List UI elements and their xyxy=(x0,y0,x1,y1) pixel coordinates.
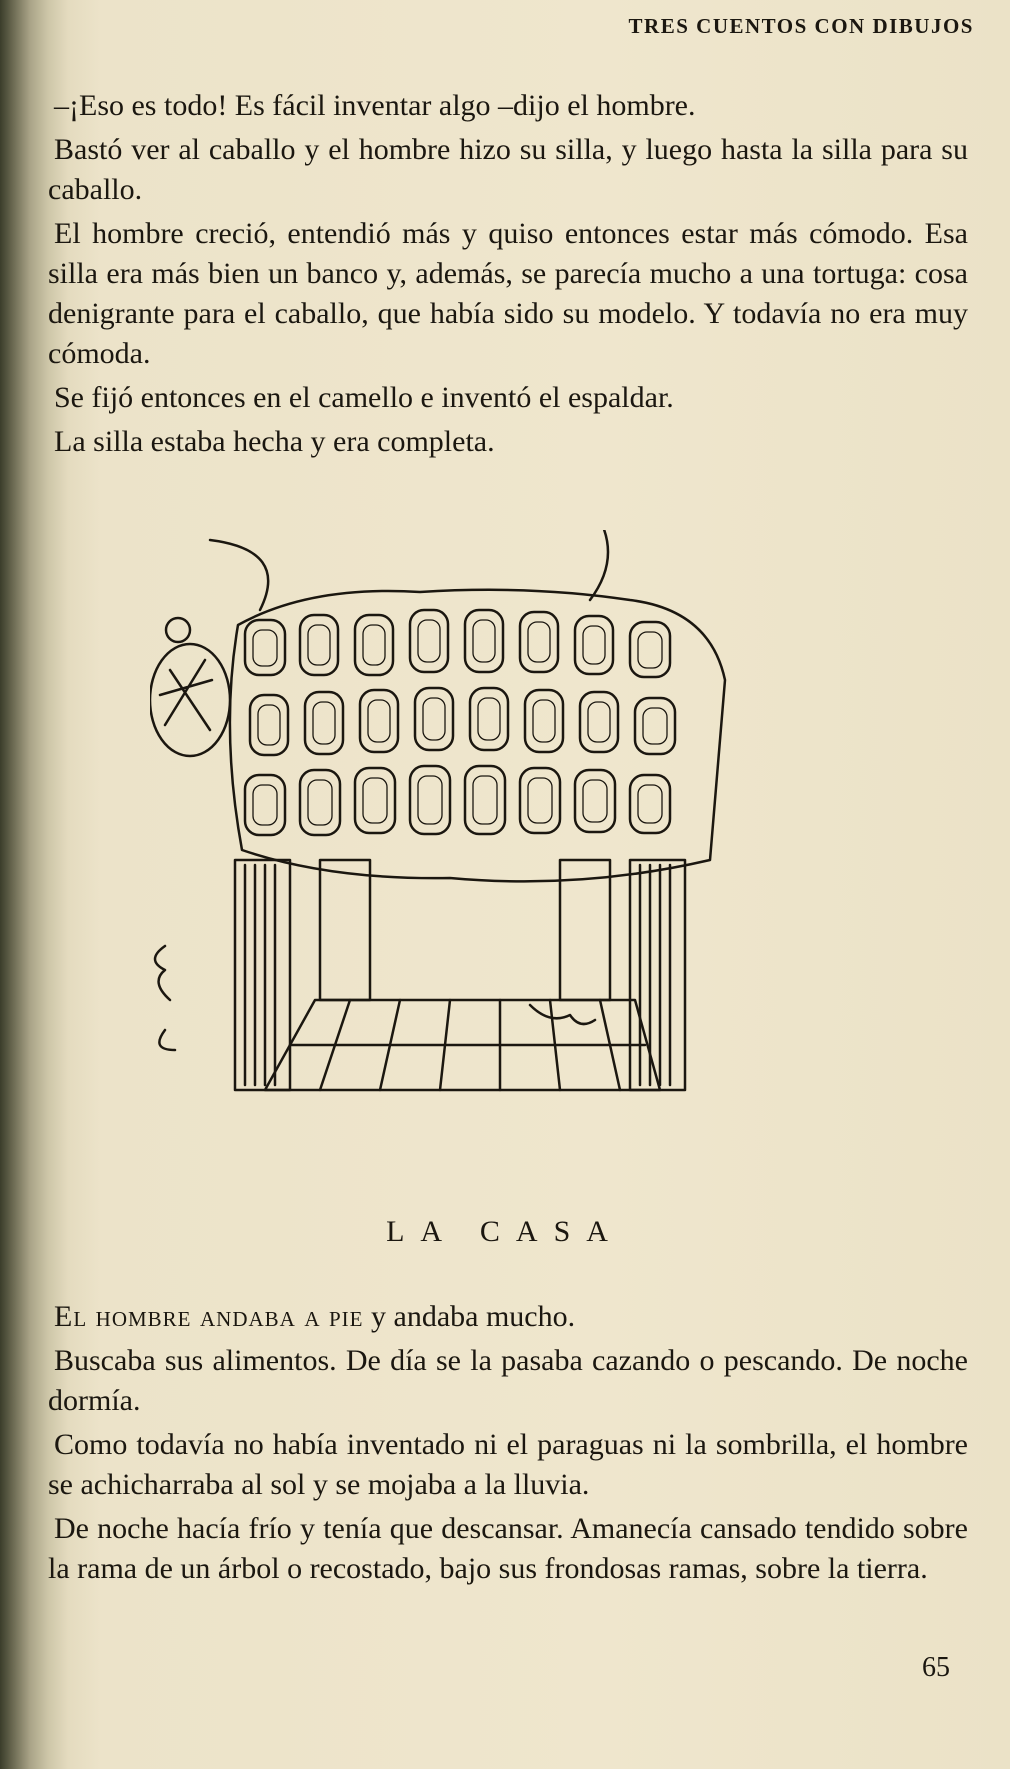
lead-in-small-caps: El hombre andaba a pie xyxy=(54,1300,364,1333)
lead-in-rest: y andaba mucho. xyxy=(363,1300,576,1333)
paragraph: Se fijó entonces en el camello e inventó el espaldar. xyxy=(54,381,674,414)
paragraph: Como todavía no había inventado ni el paraguas ni la sombrilla, el hombre se achicharraba al sol y se mojaba a la lluvia. xyxy=(48,1428,968,1501)
paragraph xyxy=(48,1297,968,1337)
paragraph: De noche hacía frío y tenía que descansar. Amanecía cansado tendido sobre la rama de un árbol o recostado, bajo sus frondosas ramas, sobre la tierra. xyxy=(48,1512,968,1585)
paragraph: –¡Eso es todo! Es fácil inventar algo –dijo el hombre. xyxy=(54,89,696,122)
top-text xyxy=(48,86,968,466)
running-header: TRES CUENTOS CON DIBUJOS xyxy=(628,14,974,38)
paragraph: Bastó ver al caballo y el hombre hizo su silla, y luego hasta la silla para su caballo. xyxy=(48,133,968,206)
bottom-text xyxy=(48,1297,968,1593)
page-number: 65 xyxy=(922,1652,950,1683)
paragraph: La silla estaba hecha y era completa. xyxy=(54,425,495,458)
paragraph: Buscaba sus alimentos. De día se la pasaba cazando o pescando. De noche dormía. xyxy=(48,1344,968,1417)
tortoise-chair-drawing-icon xyxy=(150,530,830,1170)
paragraph: El hombre creció, entendió más y quiso entonces estar más cómodo. Esa silla era más bien un banco y, además, se parecía mucho a una tortuga: cosa denigrante para el caballo, que había sido su modelo. Y todavía no era muy cómoda. xyxy=(48,217,968,370)
section-title: LA CASA xyxy=(386,1215,624,1248)
